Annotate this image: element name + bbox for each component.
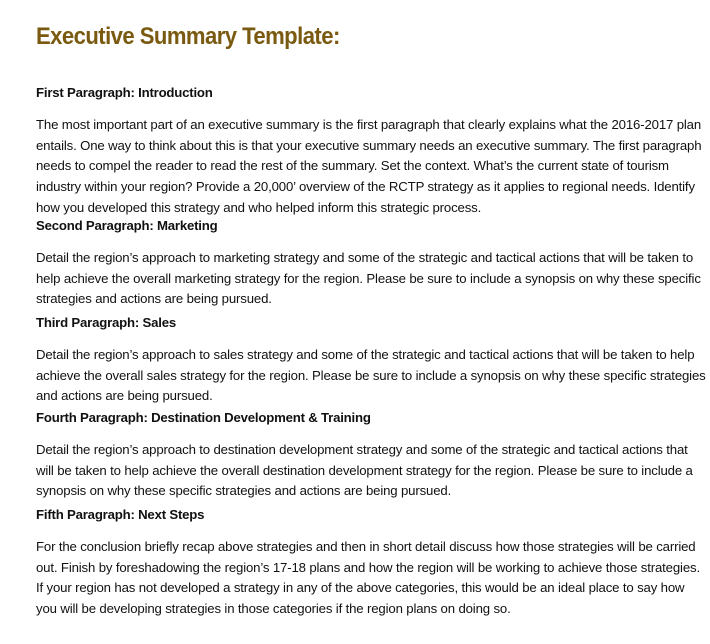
paragraph-line: If your region has not developed a strategy in any of the above categories, this would be an ideal place to say how <box>36 580 685 596</box>
paragraph-line: Detail the region’s approach to marketing strategy and some of the strategic and tactical actions that will be taken to <box>36 250 694 265</box>
paragraph-line: how you developed this strategy and who helped inform this strategic process. <box>36 199 482 215</box>
paragraph-line: needs to compel the reader to read the rest of the summary. Set the context. What’s the current state of tourism <box>36 158 669 174</box>
paragraph-line: strategies and actions are being pursued. <box>36 291 272 307</box>
paragraph-line: out. Finish by foreshadowing the region’s 17-18 plans and how the region will be working to achieve those strategies. <box>36 559 700 575</box>
section-introduction <box>36 83 702 219</box>
paragraph-line: synopsis on why these specific strategies and actions are being pursued. <box>36 483 452 499</box>
section-next-steps <box>36 505 700 620</box>
paragraph-line: industry within your region? Provide a 20,000’ overview of the RCTP strategy as it applies to regional needs. Identify <box>36 179 695 195</box>
section-heading: Second Paragraph: Marketing <box>36 218 218 233</box>
section-heading: Fifth Paragraph: Next Steps <box>36 507 205 522</box>
section-paragraph <box>36 345 706 407</box>
document-title: Executive Summary Template: <box>36 23 340 50</box>
paragraph-line: will be taken to help achieve the overall destination development strategy for the region. Please be sure to include a <box>36 462 693 478</box>
section-paragraph <box>36 115 702 219</box>
section-paragraph <box>36 248 701 310</box>
section-paragraph <box>36 537 700 620</box>
paragraph-line: entails. One way to think about this is that your executive summary needs an executive summary. The first paragraph <box>36 137 702 153</box>
paragraph-line: and actions are being pursued. <box>36 388 213 404</box>
paragraph-line: Detail the region’s approach to sales strategy and some of the strategic and tactical actions that will be taken to help <box>36 347 695 362</box>
section-sales <box>36 313 706 407</box>
section-heading: First Paragraph: Introduction <box>36 85 213 100</box>
section-marketing <box>36 216 701 310</box>
section-paragraph <box>36 440 693 502</box>
paragraph-line: The most important part of an executive summary is the first paragraph that clearly explains what the 2016-2017 plan <box>36 117 702 132</box>
paragraph-line: Detail the region’s approach to destination development strategy and some of the strategic and tactical actions that <box>36 442 688 457</box>
section-heading: Fourth Paragraph: Destination Development & Training <box>36 410 371 425</box>
paragraph-line: For the conclusion briefly recap above strategies and then in short detail discuss how those strategies will be carried <box>36 539 696 554</box>
paragraph-line: help achieve the overall marketing strategy for the region. Please be sure to include a synopsis on why these specific <box>36 270 701 286</box>
paragraph-line: you will be developing strategies in those categories if the region plans on doing so. <box>36 601 511 617</box>
paragraph-line: achieve the overall sales strategy for the region. Please be sure to include a synopsis on why these specific strategies <box>36 367 706 383</box>
section-heading: Third Paragraph: Sales <box>36 315 176 330</box>
section-destination-development <box>36 408 693 502</box>
